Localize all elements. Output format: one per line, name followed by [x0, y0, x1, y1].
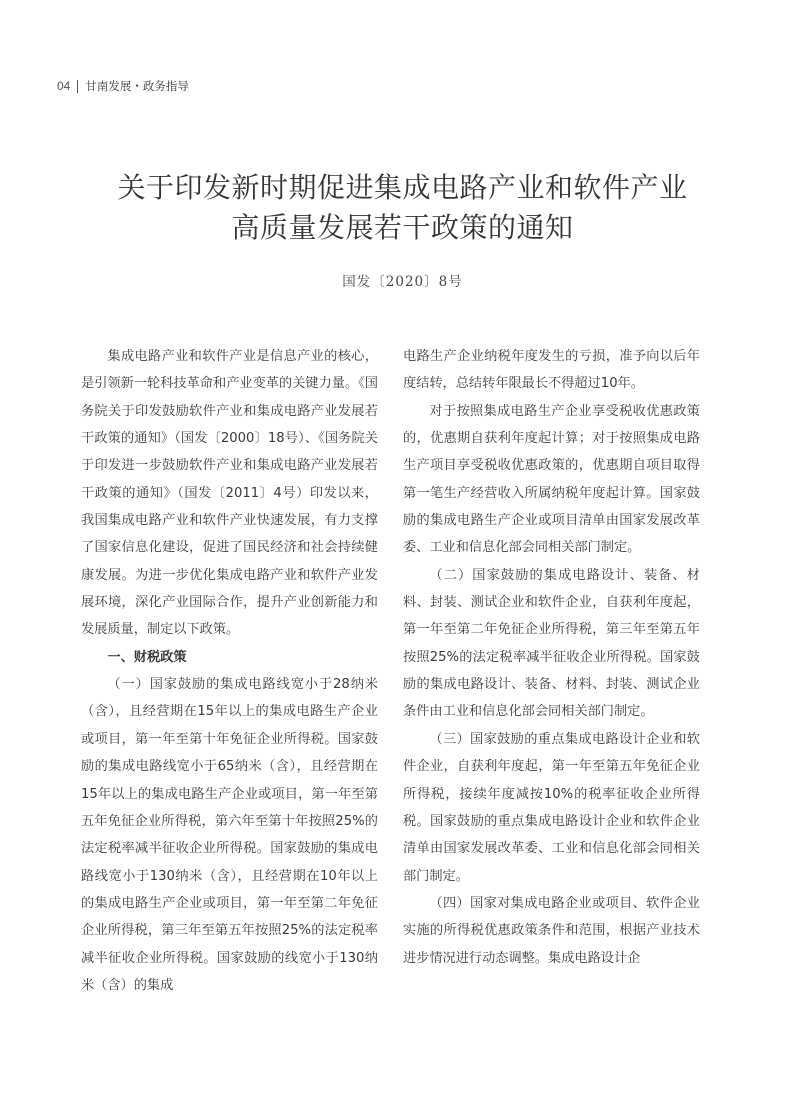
paragraph-item-2: （二）国家鼓励的集成电路设计、装备、材料、封装、测试企业和软件企业，自获利年度起，第一年至第二年免征企业所得税，第三年至第五年按照25%的法定税率减半征收企业所得税。国家鼓励的集成电路设计、装备、材料、封装、测试企业条件由工业和信息化部会同相关部门制定。 — [403, 567, 700, 720]
running-header — [57, 78, 189, 94]
paragraph-continued: 电路生产企业纳税年度发生的亏损，准予向以后年度结转，总结转年限最长不得超过10年。 — [403, 349, 700, 392]
paragraph-item-1: （一）国家鼓励的集成电路线宽小于28纳米（含），且经营期在15年以上的集成电路生产企业或项目，第一年至第十年免征企业所得税。国家鼓励的集成电路线宽小于65纳米（含），且经营期在15年以上的集成电路生产企业或项目，第一年至第五年免征企业所得税，第六年至第十年按照25%的法定税率减半征收企业所得税。国家鼓励的集成电路线宽小于130纳米（含），且经营期在10年以上的集成电路生产企业或项目，第一年至第二年免征企业所得税，第三年至第五年按照25%的法定税率减半征收企业所得税。国家鼓励的线宽小于130纳米（含）的集成 — [81, 677, 378, 993]
right-column — [403, 343, 700, 972]
document-title — [0, 168, 805, 248]
document-number: 国发〔2020〕8号 — [342, 274, 463, 290]
paragraph-intro: 集成电路产业和软件产业是信息产业的核心，是引领新一轮科技革命和产业变革的关键力量。《国务院关于印发鼓励软件产业和集成电路产业发展若干政策的通知》（国发〔2000〕18号）、《国务院关于印发进一步鼓励软件产业和集成电路产业发展若干政策的通知》（国发〔2011〕4号）印发以来，我国集成电路产业和软件产业快速发展，有力支撑了国家信息化建设，促进了国民经济和社会持续健康发展。为进一步优化集成电路产业和软件产业发展环境，深化产业国际合作，提升产业创新能力和发展质量，制定以下政策。 — [81, 349, 378, 638]
paragraph-item-3: （三）国家鼓励的重点集成电路设计企业和软件企业，自获利年度起，第一年至第五年免征企业所得税，接续年度减按10%的税率征收企业所得税。国家鼓励的重点集成电路设计企业和软件企业清单由国家发展改革委、工业和信息化部会同相关部门制定。 — [403, 731, 700, 884]
paragraph-preferential-period: 对于按照集成电路生产企业享受税收优惠政策的，优惠期自获利年度起计算；对于按照集成电路生产项目享受税收优惠政策的，优惠期自项目取得第一笔生产经营收入所属纳税年度起计算。国家鼓励的集成电路生产企业或项目清单由国家发展改革委、工业和信息化部会同相关部门制定。 — [403, 403, 700, 556]
page-number: 04 — [57, 79, 71, 93]
publication-name: 甘南发展・政务指导 — [85, 79, 189, 93]
header-divider — [77, 80, 78, 93]
title-line-2: 高质量发展若干政策的通知 — [231, 211, 574, 244]
title-line-1: 关于印发新时期促进集成电路产业和软件产业 — [117, 171, 688, 204]
left-column — [81, 343, 378, 999]
section-heading-fiscal: 一、财税政策 — [107, 649, 187, 665]
paragraph-item-4: （四）国家对集成电路企业或项目、软件企业实施的所得税优惠政策条件和范围，根据产业技术进步情况进行动态调整。集成电路设计企 — [403, 895, 700, 966]
